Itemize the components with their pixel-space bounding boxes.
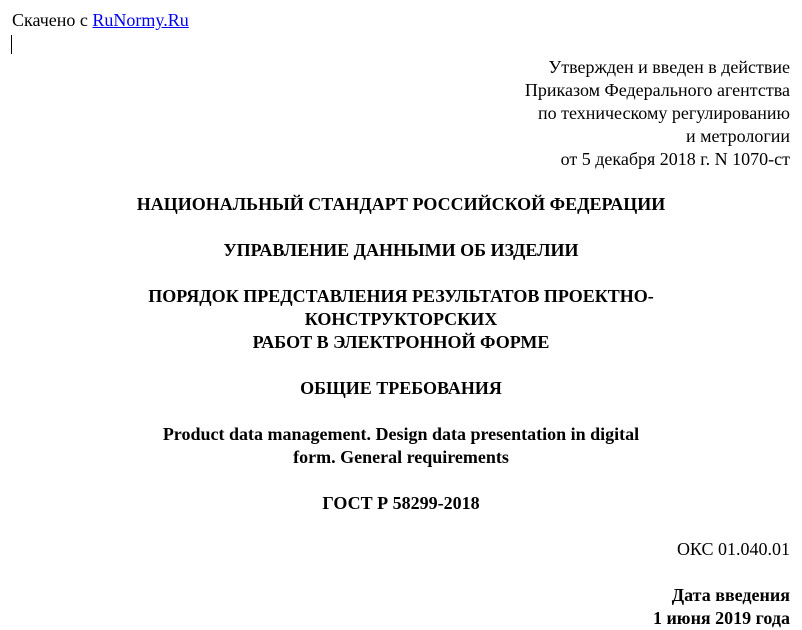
subtitle-line: КОНСТРУКТОРСКИХ [304,309,498,329]
standard-type-heading [0,193,802,216]
section-heading [0,377,802,400]
subtitle-line: ПОРЯДОК ПРЕДСТАВЛЕНИЯ РЕЗУЛЬТАТОВ ПРОЕКТНО- [148,286,654,306]
english-title [0,423,802,469]
gost-number-heading [0,492,802,515]
oks-code: ОКС 01.040.01 [676,539,790,559]
approval-line: Приказом Федерального агентства [524,80,790,100]
approval-line: Утвержден и введен в действие [548,57,790,77]
gost-number-text: ГОСТ Р 58299-2018 [322,493,480,513]
text-cursor [11,35,12,54]
main-title-heading [0,239,802,262]
source-prefix: Скачено с [12,10,88,30]
english-title-line: Product data management. Design data presentation in digital [162,424,640,444]
introduction-date: 1 июня 2019 года [652,608,790,628]
subtitle-heading [0,285,802,354]
approval-line: от 5 декабря 2018 г. N 1070-ст [560,149,790,169]
introduction-date-block [653,584,790,630]
subtitle-line: РАБОТ В ЭЛЕКТРОННОЙ ФОРМЕ [252,332,550,352]
approval-line: и метрологии [686,126,790,146]
section-text: ОБЩИЕ ТРЕБОВАНИЯ [300,378,502,398]
main-title-text: УПРАВЛЕНИЕ ДАННЫМИ ОБ ИЗДЕЛИИ [223,240,579,260]
source-line [12,9,189,32]
approval-block [525,56,790,171]
source-link[interactable]: RuNormy.Ru [92,10,189,30]
approval-line: по техническому регулированию [537,103,790,123]
english-title-line: form. General requirements [293,447,509,467]
introduction-label: Дата введения [671,585,790,605]
standard-type-text: НАЦИОНАЛЬНЫЙ СТАНДАРТ РОССИЙСКОЙ ФЕДЕРАЦИИ [136,194,666,214]
